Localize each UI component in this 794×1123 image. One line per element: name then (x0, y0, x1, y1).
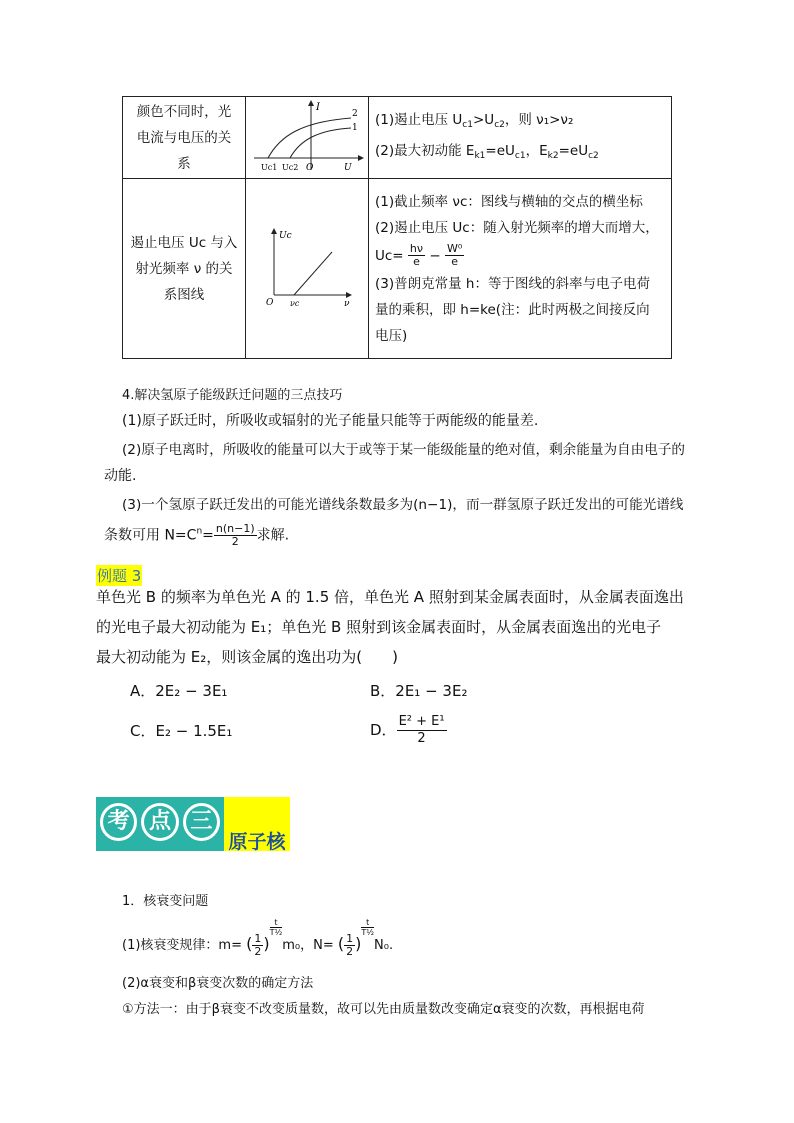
numerator: 1 (254, 932, 262, 945)
axis-v-label: ν (344, 298, 350, 309)
denominator: 2 (231, 535, 239, 548)
denominator: T½ (361, 928, 375, 937)
section-banner (96, 797, 224, 851)
formula-lhs: Uc= (375, 247, 404, 264)
row2-label-line3: 系图线 (163, 286, 205, 303)
row2-label (123, 179, 246, 359)
banner-title-text: 原子核 (228, 831, 286, 851)
banner-char-dian: 点 (141, 803, 178, 841)
numerator: t (361, 918, 374, 928)
denominator: T½ (269, 928, 283, 937)
table-row (123, 179, 672, 359)
row2-label-line1: 遏止电压 Uc 与入 (130, 234, 238, 251)
vc-label: νc (290, 298, 300, 308)
section4-p3b (104, 523, 289, 548)
axis-u-label: U (344, 162, 352, 173)
minus-sign: − (429, 247, 441, 264)
section1-p2: (2)α衰变和β衰变次数的确定方法 (122, 976, 314, 991)
option-b: B．2E₁ − 3E₂ (370, 682, 468, 700)
text: (1)遏止电压 U (375, 111, 463, 128)
row1-desc-line2 (375, 138, 665, 169)
superscript: n (196, 526, 203, 537)
row2-desc-line5: 电压) (375, 327, 408, 344)
denominator: 2 (417, 731, 426, 746)
text: ，N= (300, 938, 334, 953)
exponent-fraction (361, 918, 374, 937)
text: D． (370, 721, 397, 739)
fraction (252, 933, 263, 958)
denominator: 2 (346, 945, 354, 958)
subscript: c1 (514, 150, 526, 161)
fraction (397, 714, 447, 747)
row2-desc-line4: 量的乘积，即 h=ke(注：此时两极之间接反向 (375, 301, 650, 318)
curve2-label: 2 (352, 108, 358, 119)
text: m₀ (282, 938, 301, 953)
text: ，则 ν₁>ν₂ (504, 111, 574, 128)
curve1-label: 1 (352, 122, 358, 133)
example-label: 例题 3 (97, 567, 142, 585)
fraction (214, 523, 257, 548)
option-c: C．E₂ − 1.5E₁ (130, 722, 233, 740)
numerator: hν (409, 242, 424, 255)
banner-chars (96, 797, 224, 847)
section1-p3: ①方法一：由于β衰变不改变质量数，故可以先由质量数改变确定α衰变的次数，再根据电荷 (122, 1002, 645, 1017)
row1-label (123, 97, 246, 179)
paren: ) (263, 934, 270, 953)
text: ，E (525, 142, 548, 159)
subscript: c2 (494, 119, 505, 130)
example-line1: 单色光 B 的频率为单色光 A 的 1.5 倍，单色光 A 照射到某金属表面时，从金属表面逸出 (96, 588, 684, 606)
paren: ( (337, 934, 345, 953)
banner-char-kao: 考 (100, 803, 137, 841)
row2-desc-formula (375, 241, 665, 271)
paren: ( (246, 934, 253, 953)
option-a: A．2E₂ − 3E₁ (130, 682, 228, 700)
numerator: E² + E¹ (398, 714, 445, 729)
subscript: k2 (547, 150, 559, 161)
origin-label: O (306, 162, 314, 173)
banner-title (224, 797, 290, 851)
option-d (370, 714, 447, 747)
numerator: t (270, 918, 283, 928)
text: >U (472, 111, 495, 128)
axis-i-label: I (316, 101, 320, 113)
section4-p3a: (3)一个氢原子跃迁发出的可能光谱线条数最多为(n−1)，而一群氢原子跃迁发出的可能光谱线 (122, 497, 684, 513)
uc1-label: Uc1 (261, 162, 278, 172)
row1-description (369, 97, 672, 179)
fraction (344, 933, 355, 958)
paren: ) (355, 934, 362, 953)
text: =eU (558, 142, 589, 159)
row1-label-line2: 电流与电压的关 (136, 129, 232, 146)
denominator: e (451, 255, 458, 268)
row1-label-line1: 颜色不同时，光 (136, 103, 232, 120)
table-row (123, 97, 672, 179)
row1-desc-line1 (375, 107, 665, 138)
denominator: 2 (254, 945, 262, 958)
row2-desc-line2: (2)遏止电压 Uc：随入射光频率的增大而增大， (375, 219, 659, 236)
example-line3: 最大初动能为 E₂，则该金属的逸出功为( ) (96, 648, 398, 666)
decay-law (122, 918, 393, 963)
banner-char-san: 三 (183, 803, 220, 841)
numerator: W⁰ (446, 242, 463, 255)
text: 求解. (256, 527, 290, 544)
section4-p1: (1)原子跃迁时，所吸收或辐射的光子能量只能等于两能级的能量差. (122, 413, 539, 429)
row2-description (369, 179, 672, 359)
physics-table (122, 96, 672, 359)
text: N₀. (374, 938, 394, 953)
stopping-voltage-frequency-graph (246, 180, 368, 358)
numerator: 1 (346, 932, 354, 945)
row1-graph-cell (246, 97, 369, 179)
text: (1)核衰变规律：m= (122, 938, 242, 953)
text: = (202, 527, 214, 544)
subscript: c2 (588, 150, 599, 161)
section4-p2a: (2)原子电离时，所吸收的能量可以大于或等于某一能级能量的绝对值，剩余能量为自由电子的 (122, 442, 686, 458)
example-line2: 的光电子最大初动能为 E₁；单色光 B 照射到该金属表面时，从金属表面逸出的光电子 (96, 618, 662, 636)
subscript: c1 (462, 119, 473, 130)
fraction (445, 243, 464, 268)
photocurrent-voltage-graph (246, 98, 368, 178)
section4-p2b: 动能. (104, 468, 137, 484)
text: 条数可用 N=C (104, 527, 197, 544)
origin-label: O (266, 297, 274, 308)
row2-desc-line3: (3)普朗克常量 h：等于图线的斜率与电子电荷 (375, 275, 650, 292)
row2-graph-cell (246, 179, 369, 359)
denominator: e (413, 255, 420, 268)
fraction (408, 243, 425, 268)
text: (2)最大初动能 E (375, 142, 475, 159)
numerator: n(n−1) (215, 522, 255, 535)
row1-label-line3: 系 (177, 155, 191, 172)
subscript: k1 (474, 150, 486, 161)
section1-title: 1．核衰变问题 (122, 894, 209, 909)
row2-label-line2: 射光频率 ν 的关 (135, 260, 233, 277)
text: =eU (485, 142, 515, 159)
row2-desc-line1: (1)截止频率 νc：图线与横轴的交点的横坐标 (375, 193, 643, 210)
section4-title: 4.解决氢原子能级跃迁问题的三点技巧 (122, 388, 343, 403)
axis-uc-label: Uc (279, 230, 292, 241)
uc2-label: Uc2 (282, 162, 299, 172)
exponent-fraction (270, 918, 283, 937)
